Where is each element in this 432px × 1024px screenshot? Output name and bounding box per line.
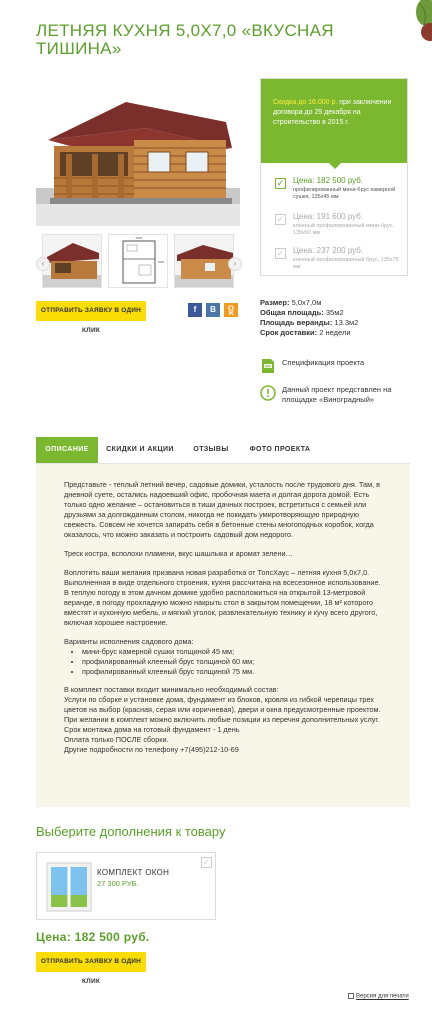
decorative-leaf [402,0,432,42]
spec-value: 5,0х7,0м [291,298,322,307]
plan-dimension-label: 5000 [135,236,143,240]
addon-checkbox-icon[interactable]: ✓ [202,857,211,867]
addon-card-windows[interactable] [36,852,216,920]
print-icon [348,993,354,999]
thumbnail-house-2[interactable] [174,234,234,288]
spec-label: Размер: [260,298,290,307]
kit-line: При желании в комплект можно включить любые позиции из перечня дополнительных услуг. [64,715,380,724]
gallery-next-arrow[interactable]: › [228,257,242,271]
vinograd-notice-text: Данный проект представлен на площадке «Виноградный» [282,385,392,404]
plan-dimension-label: 7000 [157,260,165,264]
one-click-order-button[interactable]: ОТПРАВИТЬ ЗАЯВКУ В ОДИН КЛИК [36,301,146,321]
discount-banner [261,79,407,163]
price-offer-box [260,78,408,276]
kit-line: Услуги по сборке и установке дома, фундамент из блоков, кровля из гибкой черепицы трех цветов на выбор (красная, серая или коричневая), двери и окна предусмотренные проектом. [64,695,381,714]
thumbnail-house[interactable] [42,234,102,288]
spec-value: 13.3м2 [334,318,359,327]
checkbox-icon[interactable]: ✓ [276,214,285,224]
list-item: • профилированный клееный брус толщиной 60 мм; [82,657,386,667]
print-link-text[interactable]: Версия для печати [356,993,409,1000]
info-icon [260,385,276,401]
pdf-icon [260,358,276,374]
spec-label: Срок доставки: [260,328,318,337]
checkbox-checked-icon[interactable]: ✓ [276,178,285,188]
main-product-image[interactable] [36,78,240,226]
addons-title: Выберите дополнения к товару [36,824,226,839]
tab-discounts[interactable]: СКИДКИ И АКЦИИ [106,446,174,453]
gallery-prev-arrow[interactable]: ‹ [36,257,50,271]
svg-text:PDF: PDF [264,364,272,369]
odnoklassniki-icon[interactable] [224,303,238,317]
spec-label: Площадь веранды: [260,318,333,327]
thumbnail-floor-plan[interactable] [108,234,168,288]
thumbnail-strip [36,234,240,288]
tab-description[interactable]: ОПИСАНИЕ [36,437,98,463]
description-paragraph: Треск костра, всполохи пламени, вкус шашлыка и аромат зелени… [64,549,293,558]
page-title: ЛЕТНЯЯ КУХНЯ 5,0Х7,0 «ВКУСНАЯ ТИШИНА» [36,21,334,58]
banner-pointer [329,163,341,169]
checkbox-icon[interactable]: ✓ [276,248,285,258]
list-item: • мини-брус камерной сушки толщиной 45 мм; [82,647,386,657]
spec-value: 2 недели [319,328,351,337]
kit-title: В комплект поставки входит минимально необходимый состав: [64,685,279,694]
facebook-icon[interactable]: f [188,303,202,317]
kit-line: Оплата только ПОСЛЕ сборки. [64,735,169,744]
window-image [45,861,93,913]
spec-label: Общая площадь: [260,308,324,317]
description-paragraph: Воплотить ваши желания призвана новая разработка от ТопсХаус – летняя кухня 5,0х7,0. Выполненная в виде отдельного строения, кухня рассчитана на всесезонное использование. В теплую погоду в этом дачном домике удобно расположиться на открытой 13-метровой веранде, в погоду прохладную можно накрыть стол в закрытом помещении, 18 м² которого вместят и кухонную мебель, и мягкий уголок, развлекательную технику и кучу всего другого, включая хорошее настроение. [64,568,381,627]
print-version-link[interactable] [348,993,409,1000]
product-specs [260,298,358,338]
product-tabs [36,437,410,464]
tab-project-photos[interactable]: ФОТО ПРОЕКТА [249,446,311,453]
addon-price: 27 300 РУБ. [97,879,139,888]
specification-link-text[interactable]: Спецификация проекта [282,358,365,367]
spec-value: 35м2 [325,308,344,317]
option-price: Цена: 182 500 руб. [293,176,364,185]
option-price: Цена: 191 600 руб. [293,212,364,221]
description-paragraph: Представьте - теплый летний вечер, садовые домики, усталость после трудового дня. Там, в дневной суете, остались надоевший офис, пробочная маета и долгая дорога домой. Есть только одно желание – остановиться в тиши дачных построек, встретиться с семьей или друзьями за долгожданным столом, никогда не покидать умиротворяющую природную свежесть. Совсем не хочется запирать себя в бетонные стены многоподных коробок, когда оказалось, что можно заказать и построить садовый дом недорого. [64,480,381,539]
kit-line: Другие подробности по телефону +7(495)212-10-69 [64,745,239,754]
discount-amount: Скидка до 16.000 р. [273,99,338,106]
option-description: клееный профилированный брус, 135х75 мм [293,257,399,270]
list-item: • профилированный клееный брус толщиной 75 мм. [82,667,386,677]
option-price: Цена: 237 200 руб. [293,246,364,255]
option-description: профилированный мини-брус камерной сушки, 135х45 мм [293,187,396,200]
discount-text: при заключении договора до 25 декабря на строительство в 2015 г. [273,99,392,126]
bottom-order-button[interactable]: ОТПРАВИТЬ ЗАЯВКУ В ОДИН КЛИК [36,952,146,972]
description-panel [36,464,410,807]
kit-line: Срок монтажа дома на готовый фундамент - 1 день [64,725,240,734]
tab-reviews[interactable]: ОТЗЫВЫ [193,446,229,453]
total-price: Цена: 182 500 руб. [36,930,150,944]
variants-title: Варианты исполнения садового дома: [64,637,194,646]
option-description: клееный профилированный мини-брус, 135х60 мм [293,223,394,236]
addon-name: КОМПЛЕКТ ОКОН [97,868,170,877]
vk-icon[interactable]: B [206,303,220,317]
variants-list [64,647,386,677]
